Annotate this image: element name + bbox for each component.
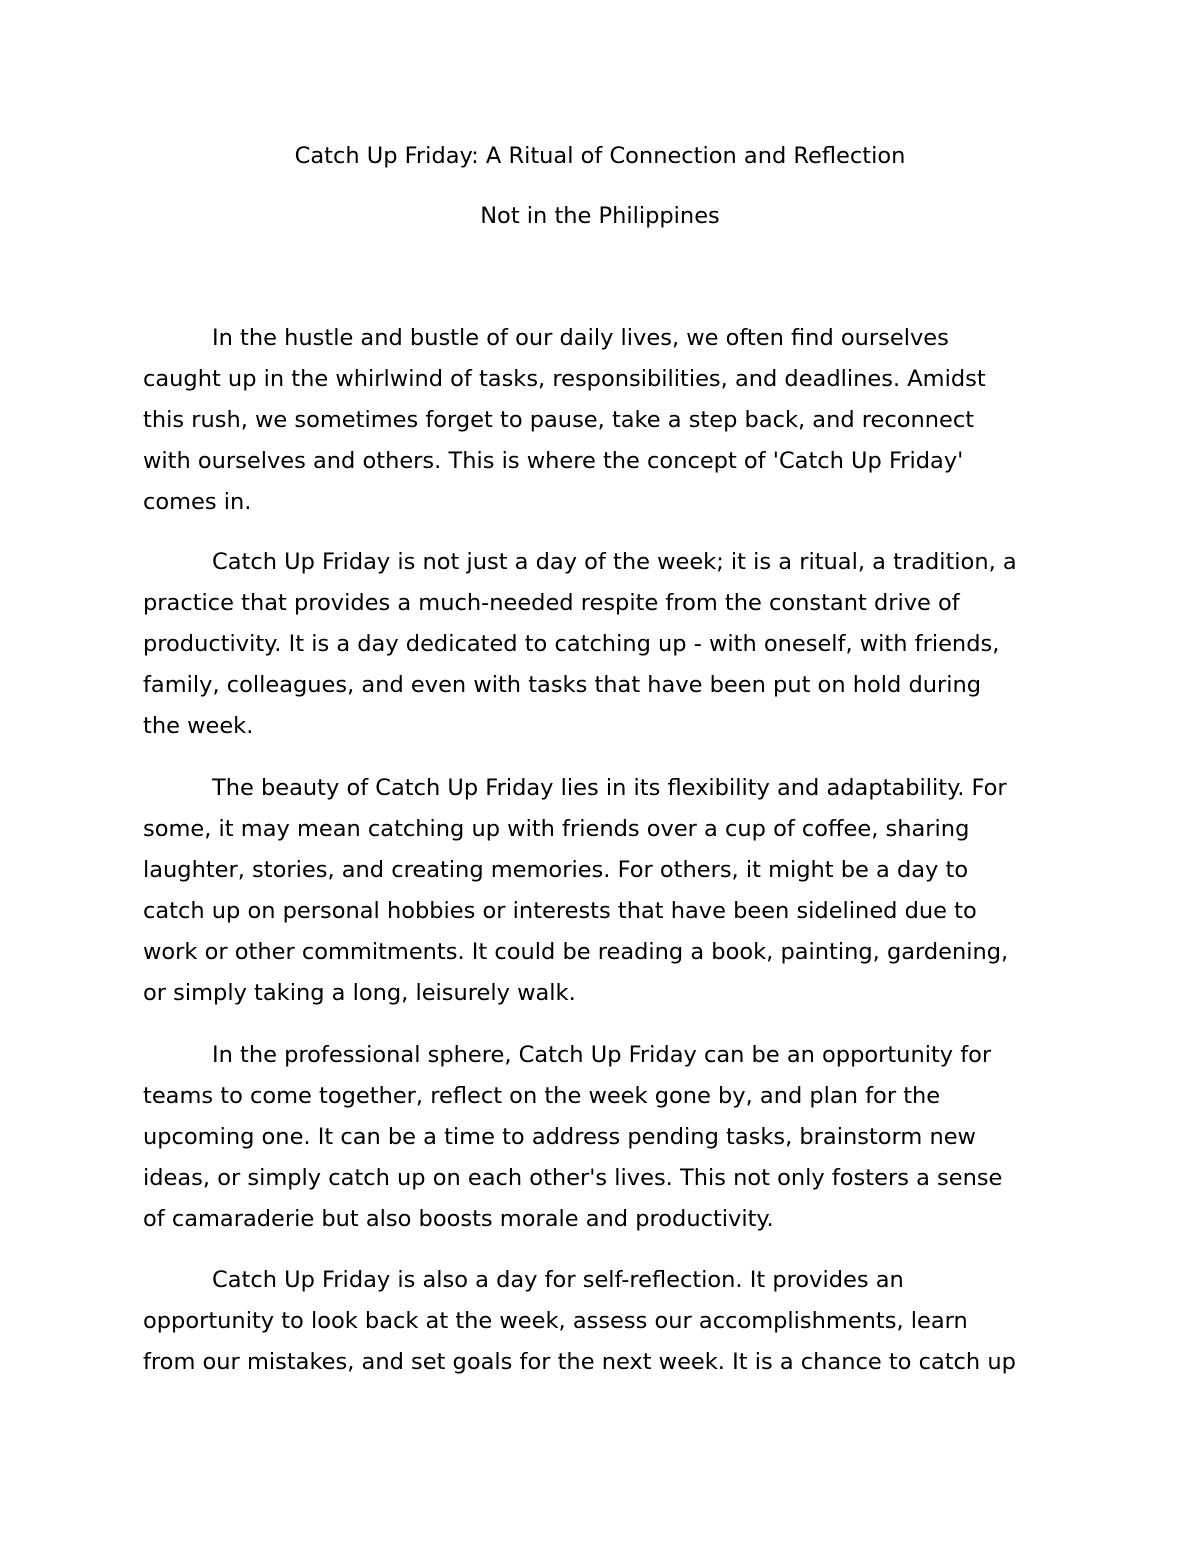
paragraph-4 (143, 1035, 1073, 1240)
paragraph-line: the week. (143, 713, 254, 739)
paragraph-line: Catch Up Friday is also a day for self-reflection. It provides an (212, 1267, 904, 1293)
paragraph-line: caught up in the whirlwind of tasks, responsibilities, and deadlines. Amidst (143, 366, 986, 392)
paragraph-line: In the hustle and bustle of our daily lives, we often find ourselves (212, 325, 949, 351)
paragraph-line: laughter, stories, and creating memories. For others, it might be a day to (143, 857, 969, 883)
paragraph-line: with ourselves and others. This is where the concept of 'Catch Up Friday' (143, 448, 964, 474)
paragraph-line: In the professional sphere, Catch Up Friday can be an opportunity for (212, 1042, 992, 1068)
paragraph-line: family, colleagues, and even with tasks that have been put on hold during (143, 672, 982, 698)
paragraph-line: ideas, or simply catch up on each other's lives. This not only fosters a sense (143, 1165, 1003, 1191)
paragraph-1 (143, 318, 1073, 523)
paragraph-line: comes in. (143, 489, 252, 515)
paragraph-2 (143, 542, 1073, 747)
document-subtitle: Not in the Philippines (480, 203, 720, 229)
paragraph-line: practice that provides a much-needed respite from the constant drive of (143, 590, 960, 616)
paragraph-line: catch up on personal hobbies or interests that have been sidelined due to (143, 898, 977, 924)
paragraph-line: from our mistakes, and set goals for the next week. It is a chance to catch up (143, 1349, 1016, 1375)
paragraph-line: this rush, we sometimes forget to pause, take a step back, and reconnect (143, 407, 975, 433)
paragraph-line: The beauty of Catch Up Friday lies in its flexibility and adaptability. For (212, 775, 1007, 801)
paragraph-line: of camaraderie but also boosts morale and productivity. (143, 1206, 774, 1232)
paragraph-5 (143, 1260, 1073, 1383)
paragraph-line: some, it may mean catching up with friends over a cup of coffee, sharing (143, 816, 970, 842)
paragraph-line: work or other commitments. It could be reading a book, painting, gardening, (143, 939, 1009, 965)
paragraph-line: Catch Up Friday is not just a day of the week; it is a ritual, a tradition, a (212, 549, 1017, 575)
paragraph-line: teams to come together, reflect on the week gone by, and plan for the (143, 1083, 941, 1109)
paragraph-line: or simply taking a long, leisurely walk. (143, 980, 576, 1006)
paragraph-line: upcoming one. It can be a time to address pending tasks, brainstorm new (143, 1124, 976, 1150)
document-title: Catch Up Friday: A Ritual of Connection and Reflection (294, 143, 906, 169)
paragraph-line: productivity. It is a day dedicated to catching up - with oneself, with friends, (143, 631, 1000, 657)
paragraph-3 (143, 768, 1073, 1014)
paragraph-line: opportunity to look back at the week, assess our accomplishments, learn (143, 1308, 968, 1334)
